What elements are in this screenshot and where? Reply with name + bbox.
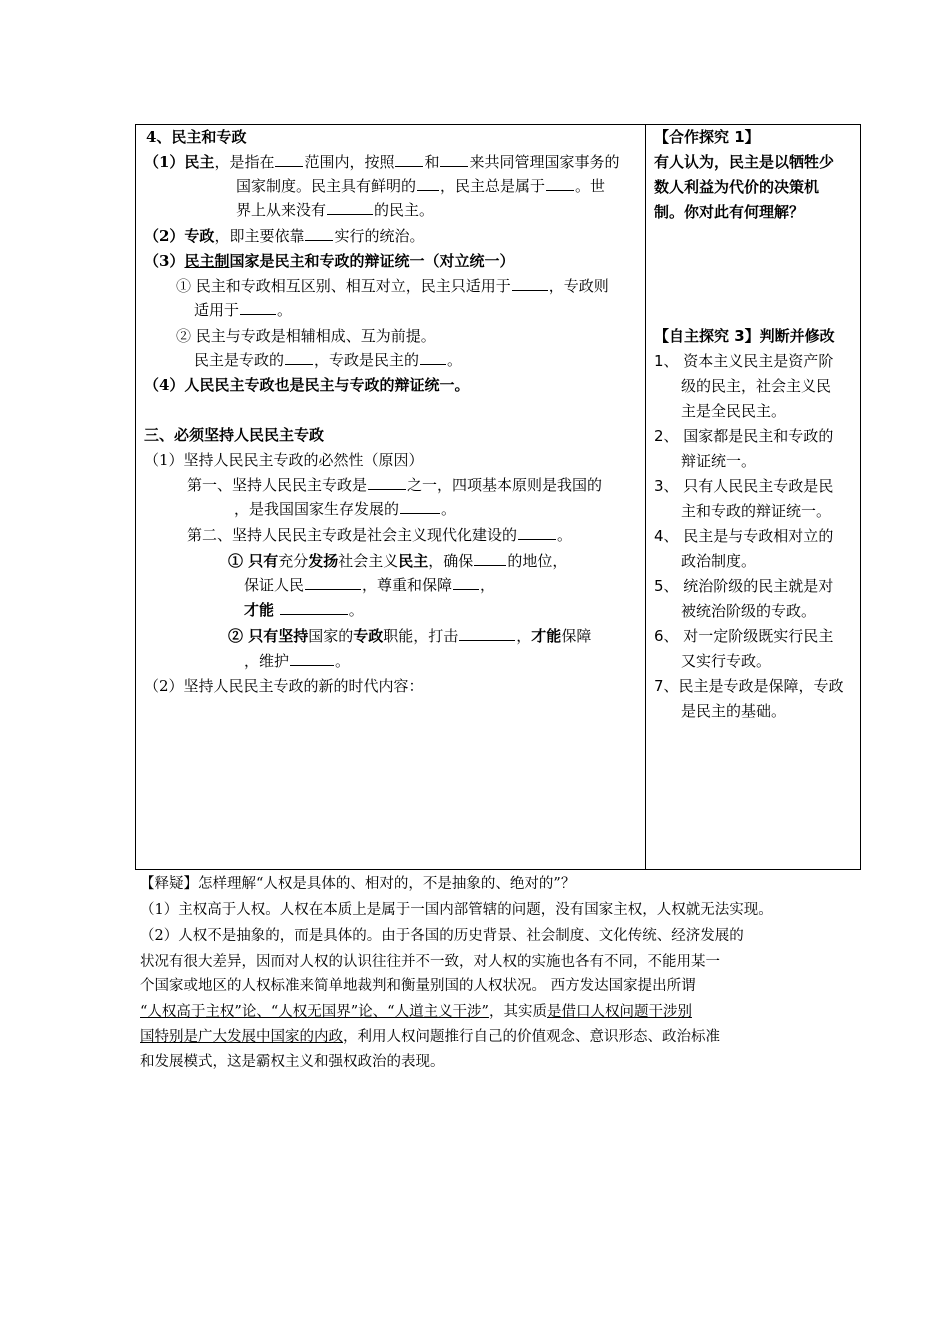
fill-blank[interactable] [546,174,574,191]
judge-item-cont: 辩证统一。 [681,452,757,470]
fill-blank[interactable] [290,649,334,666]
fill-blank[interactable] [240,298,276,315]
judge-item: 5、 统治阶级的民主就是对 [654,577,834,595]
table-column-divider [645,124,646,870]
coop-explore-text-3: 制。你对此有何理解？ [654,203,805,221]
point-3-1-line2: 适用于 。 [194,298,292,322]
judge-item-cont: 被统治阶级的专政。 [681,602,817,620]
fill-blank[interactable] [417,174,439,191]
coop-explore-text-1: 有人认为，民主是以牺牲少 [654,153,835,171]
point-3-1-line1: ① 民主和专政相互区别、相互对立，民主只适用于 ，专政则 [176,274,609,298]
explanation-heading: 【释疑】怎样理解“人权是具体的、相对的，不是抽象的、绝对的”？ [140,876,576,892]
fill-blank[interactable] [453,573,479,590]
explanation-line: 国特别是广大发展中国家的内政，利用人权问题推行自己的价值观念、意识形态、政治标准 [140,1029,720,1045]
judge-item: 7、民主是专政是保障，专政 [654,677,844,695]
judge-item: 4、 民主是与专政相对立的 [654,527,834,545]
judge-item-cont: 政治制度。 [681,552,757,570]
paragraph-democracy-line2: 国家制度。民主具有鲜明的 ，民主总是属于 。世 [236,174,605,198]
paragraph-democracy-line3: 界上从来没有 的民主。 [236,198,434,222]
fill-blank[interactable] [368,473,406,490]
explanation-line: （2）人权不是抽象的，而是具体的。由于各国的历史背景、社会制度、文化传统、经济发展的 [140,928,744,944]
section-3-title: 三、必须坚持人民民主专政 [144,426,325,444]
fill-blank[interactable] [420,348,446,365]
judge-item-cont: 又实行专政。 [681,652,772,670]
coop-explore-text-2: 数人利益为代价的决策机 [654,178,820,196]
condition-1-line3: 才能 。 [244,598,364,622]
explanation-line: 和发展模式，这是霸权主义和强权政治的表现。 [140,1054,445,1070]
section-4-title: 4、民主和专政 [146,128,247,146]
fill-blank[interactable] [440,150,468,167]
fill-blank[interactable] [275,150,303,167]
judge-item-cont: 主是全民民主。 [681,402,787,420]
reason-heading: （1）坚持人民民主专政的必然性（原因） [144,451,424,469]
explanation-line: 状况有很大差异，因而对人权的认识往往并不一致，对人权的实施也各有不同，不能用某一 [140,954,720,970]
self-explore-title: 【自主探究 3】判断并修改 [654,327,835,345]
judge-item: 6、 对一定阶级既实行民主 [654,627,834,645]
fill-blank[interactable] [280,598,348,615]
condition-2-line2: ，维护 。 [244,649,350,673]
paragraph-dictatorship: （2）专政，即主要依靠 实行的统治。 [144,224,424,248]
fill-blank[interactable] [459,624,515,641]
condition-1-line1: ① 只有充分发扬社会主义民主，确保 的地位， [228,549,567,573]
fill-blank[interactable] [285,348,313,365]
judge-item: 3、 只有人民民主专政是民 [654,477,834,495]
condition-2-line1: ② 只有坚持国家的专政职能，打击 ，才能保障 [228,624,591,648]
judge-item-cont: 级的民主，社会主义民 [681,377,832,395]
new-era-content-heading: （2）坚持人民民主专政的新的时代内容： [144,677,424,695]
paragraph-dialectical-unity: （3）民主制国家是民主和专政的辩证统一（对立统一） [144,252,515,270]
fill-blank[interactable] [400,497,440,514]
explanation-line: “人权高于主权”论、“人权无国界”论、“人道主义干涉”，其实质是借口人权问题干涉别 [140,1004,692,1020]
point-3-2-detail: 民主是专政的 ，专政是民主的 。 [194,348,462,372]
condition-1-line2: 保证人民 ，尊重和保障 ， [244,573,495,597]
reason-second: 第二、坚持人民民主专政是社会主义现代化建设的 。 [187,523,572,547]
judge-item: 1、 资本主义民主是资产阶 [654,352,834,370]
reason-first-line1: 第一、坚持人民民主专政是 之一，四项基本原则是我国的 [187,473,602,497]
judge-item: 2、 国家都是民主和专政的 [654,427,834,445]
fill-blank[interactable] [305,224,333,241]
fill-blank[interactable] [512,274,548,291]
reason-first-line2: ，是我国国家生存发展的 。 [234,497,456,521]
fill-blank[interactable] [395,150,423,167]
fill-blank[interactable] [518,523,556,540]
paragraph-democracy-line1: （1）民主，是指在 范围内，按照 和 来共同管理国家事务的 [144,150,620,174]
point-3-2: ② 民主与专政是相辅相成、互为前提。 [176,327,436,345]
fill-blank[interactable] [327,198,373,215]
paragraph-peoples-democratic: （4）人民民主专政也是民主与专政的辩证统一。 [144,376,470,394]
explanation-line: （1）主权高于人权。人权在本质上是属于一国内部管辖的问题，没有国家主权，人权就无法实现。 [140,902,773,918]
judge-item-cont: 主和专政的辩证统一。 [681,502,832,520]
explanation-line: 个国家或地区的人权标准来简单地裁判和衡量别国的人权状况。 西方发达国家提出所谓 [140,978,696,994]
judge-item-cont: 是民主的基础。 [681,702,787,720]
coop-explore-title: 【合作探究 1】 [654,128,760,146]
fill-blank[interactable] [474,549,506,566]
fill-blank[interactable] [305,573,361,590]
